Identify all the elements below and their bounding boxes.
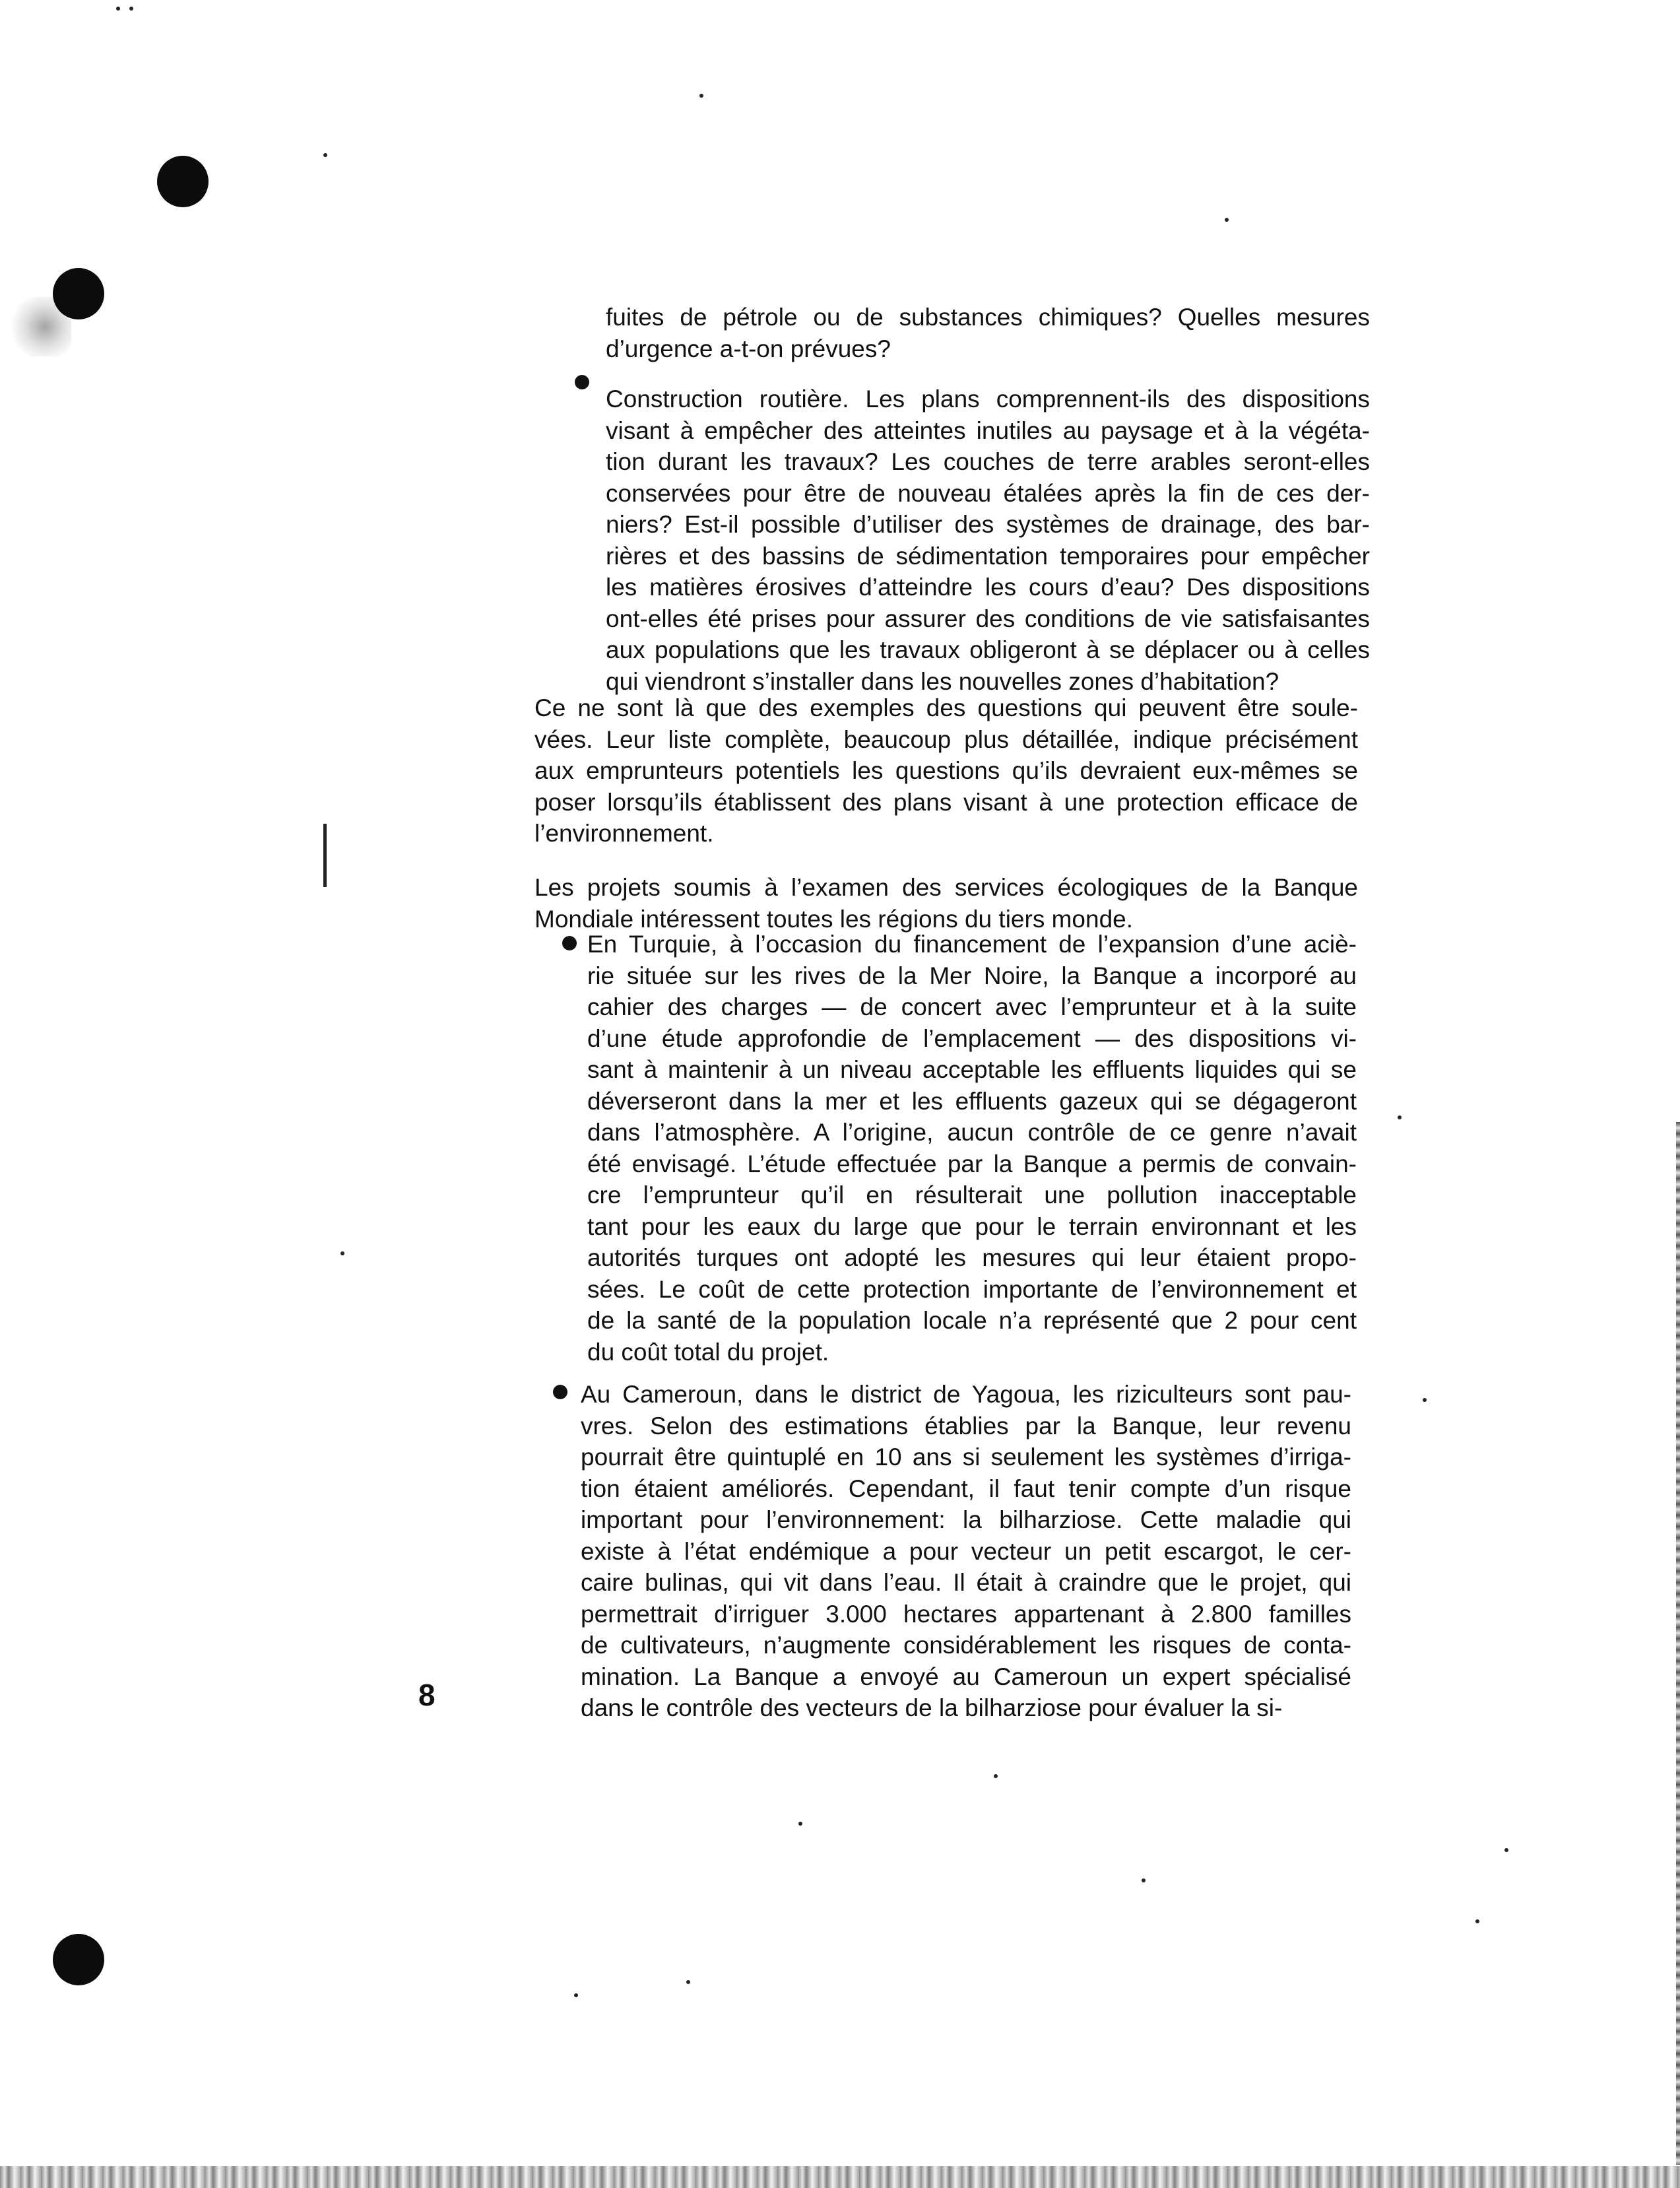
scan-speck — [1142, 1878, 1146, 1882]
text-line: poser lorsqu’ils établissent des plans visant à une protection efficace de — [534, 788, 1358, 816]
text-line: vres. Selon des estimations établies par la Banque, leur revenu — [581, 1412, 1351, 1440]
scan-speck — [994, 1774, 998, 1778]
text-line: niers? Est-il possible d’utiliser des systèmes de drainage, des bar- — [606, 511, 1370, 538]
text-line: fuites de pétrole ou de substances chimiques? Quelles mesures — [606, 304, 1370, 331]
binder-hole — [157, 156, 209, 207]
bullet-icon — [553, 1385, 567, 1399]
text-line: sées. Le coût de cette protection importante de l’environnement et — [587, 1275, 1357, 1303]
text-line: tion étaient améliorés. Cependant, il faut tenir compte d’un risque — [581, 1475, 1351, 1502]
text-line: dans l’atmosphère. A l’origine, aucun contrôle de ce genre n’avait — [587, 1119, 1357, 1146]
text-line: sant à maintenir à un niveau acceptable les effluents liquides qui se — [587, 1056, 1357, 1083]
text-line: tion durant les travaux? Les couches de terre arables seront-elles — [606, 448, 1370, 475]
text-line: déverseront dans la mer et les effluents gazeux qui se dégageront — [587, 1087, 1357, 1115]
text-line: de cultivateurs, n’augmente considérablement les risques de conta- — [581, 1632, 1351, 1659]
scan-speck — [340, 1251, 344, 1255]
text-line: les matières érosives d’atteindre les cours d’eau? Des dispositions — [606, 574, 1370, 601]
text-line: aux populations que les travaux obligeront à se déplacer ou à celles — [606, 636, 1370, 663]
scan-speck — [116, 7, 120, 11]
scan-speck — [129, 7, 133, 11]
text-line: Au Cameroun, dans le district de Yagoua, les riziculteurs sont pau- — [581, 1381, 1351, 1408]
text-line: caire bulinas, qui vit dans l’eau. Il était à craindre que le projet, qui — [581, 1569, 1351, 1596]
scan-speck — [1475, 1919, 1479, 1923]
text-line: permettrait d’irriguer 3.000 hectares appartenant à 2.800 familles — [581, 1600, 1351, 1628]
text-line: dans le contrôle des vecteurs de la bilharziose pour évaluer la si- — [581, 1694, 1283, 1721]
scan-mark — [323, 824, 327, 887]
text-line: cahier des charges — de concert avec l’emprunteur et à la suite — [587, 993, 1357, 1020]
text-line: qui viendront s’installer dans les nouvelles zones d’habitation? — [606, 667, 1279, 695]
scan-speck — [574, 1993, 578, 1997]
text-line: été envisagé. L’étude effectuée par la Banque a permis de convain- — [587, 1150, 1357, 1177]
text-line: rie située sur les rives de la Mer Noire, la Banque a incorporé au — [587, 962, 1357, 989]
text-line: de la santé de la population locale n’a représenté que 2 pour cent — [587, 1307, 1357, 1334]
text-line: du coût total du projet. — [587, 1338, 829, 1366]
text-line: existe à l’état endémique a pour vecteur un petit escargot, le cer- — [581, 1537, 1351, 1565]
bullet-icon — [562, 936, 577, 950]
text-line: mination. La Banque a envoyé au Cameroun un expert spécialisé — [581, 1663, 1351, 1690]
text-line: aux emprunteurs potentiels les questions qu’ils devraient eux-mêmes se — [534, 757, 1358, 784]
scan-noise — [5, 297, 71, 356]
scan-speck — [1504, 1848, 1508, 1852]
text-line: l’environnement. — [534, 820, 714, 847]
text-line: rières et des bassins de sédimentation temporaires pour empêcher — [606, 542, 1370, 570]
scan-speck — [686, 1980, 690, 1984]
text-line: d’urgence a-t-on prévues? — [606, 335, 891, 362]
text-line: visant à empêcher des atteintes inutiles au paysage et à la végéta- — [606, 416, 1370, 444]
text-line: autorités turques ont adopté les mesures qui leur étaient propo- — [587, 1244, 1357, 1271]
text-line: tant pour les eaux du large que pour le terrain environnant et les — [587, 1212, 1357, 1240]
scan-edge — [1676, 1122, 1680, 2165]
scan-speck — [798, 1822, 802, 1826]
text-line: Mondiale intéressent toutes les régions du tiers monde. — [534, 905, 1134, 933]
text-line: conservées pour être de nouveau étalées après la fin de ces der- — [606, 479, 1370, 507]
text-line: En Turquie, à l’occasion du financement de l’expansion d’une aciè- — [587, 931, 1357, 958]
binder-hole — [53, 1934, 104, 1985]
text-line: pourrait être quintuplé en 10 ans si seulement les systèmes d’irriga- — [581, 1443, 1351, 1471]
bullet-icon — [575, 375, 589, 389]
scan-edge — [0, 2166, 1680, 2188]
text-line: Les projets soumis à l’examen des services écologiques de la Banque — [534, 874, 1358, 901]
scan-speck — [1398, 1115, 1402, 1119]
scan-speck — [323, 153, 327, 157]
text-line: Ce ne sont là que des exemples des questions qui peuvent être soule- — [534, 694, 1358, 721]
text-line: ont-elles été prises pour assurer des conditions de vie satisfaisantes — [606, 605, 1370, 632]
scan-speck — [699, 94, 703, 98]
text-line: important pour l’environnement: la bilharziose. Cette maladie qui — [581, 1506, 1351, 1533]
text-line: Construction routière. Les plans comprennent-ils des dispositions — [606, 385, 1370, 413]
scan-speck — [1423, 1398, 1427, 1402]
text-line: cre l’emprunteur qu’il en résulterait une pollution inacceptable — [587, 1181, 1357, 1209]
page-number: 8 — [418, 1678, 436, 1712]
scan-speck — [1225, 218, 1229, 222]
text-line: d’une étude approfondie de l’emplacement — des dispositions vi- — [587, 1024, 1357, 1052]
text-line: vées. Leur liste complète, beaucoup plus détaillée, indique précisément — [534, 725, 1358, 753]
